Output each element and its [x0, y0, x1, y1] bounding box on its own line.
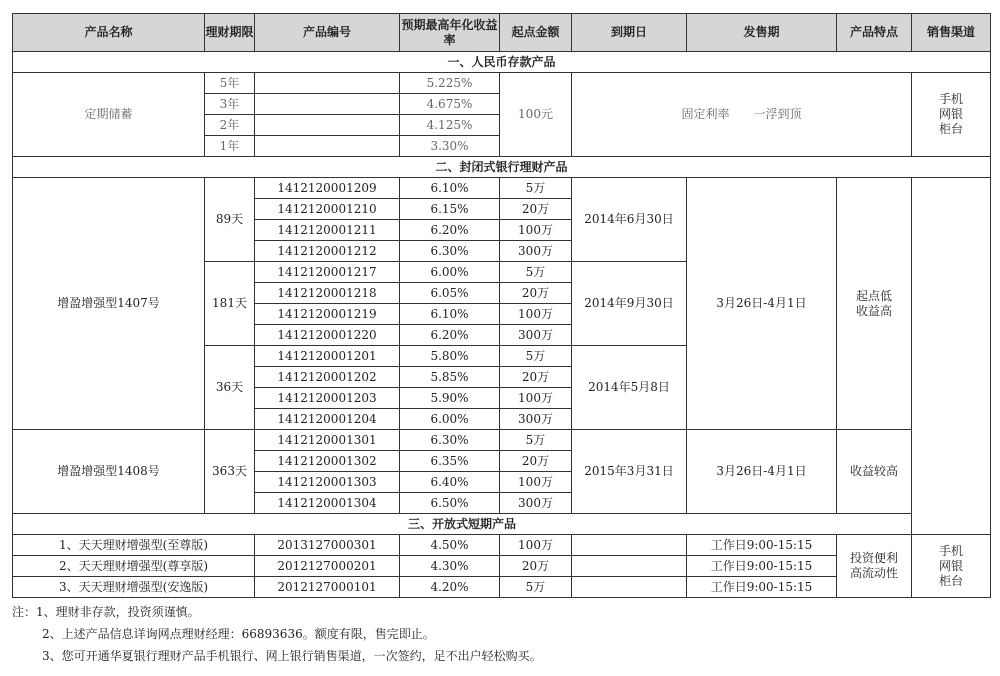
term-cell: 1年: [205, 136, 255, 157]
channel-cell: [912, 535, 991, 598]
code-cell: 1412120001304: [255, 493, 400, 514]
yield-cell: 5.85%: [400, 367, 500, 388]
code-cell: 1412120001302: [255, 451, 400, 472]
code-cell: 1412120001211: [255, 220, 400, 241]
header-sale: 发售期: [687, 14, 837, 52]
channel-cell: [912, 178, 991, 535]
channel-line: 手机: [938, 92, 963, 106]
yield-cell: 6.10%: [400, 304, 500, 325]
sale-cell: 3月26日-4月1日: [687, 178, 837, 430]
yield-cell: 4.20%: [400, 577, 500, 598]
yield-cell: 6.15%: [400, 199, 500, 220]
channel-line: 网银: [938, 558, 963, 573]
header-channel: 销售渠道: [912, 14, 991, 52]
feature-cell: 收益较高: [837, 430, 912, 514]
code-cell: [255, 73, 400, 94]
yield-cell: 4.50%: [400, 535, 500, 556]
min-cell: 5万: [500, 178, 572, 199]
yield-cell: 3.30%: [400, 136, 500, 157]
min-cell: 100万: [500, 472, 572, 493]
term-cell: 181天: [205, 262, 255, 346]
feature-cell: [837, 535, 912, 598]
yield-cell: 5.225%: [400, 73, 500, 94]
code-cell: 1412120001204: [255, 409, 400, 430]
min-cell: 5万: [500, 430, 572, 451]
yield-cell: 6.20%: [400, 220, 500, 241]
yield-cell: 6.30%: [400, 241, 500, 262]
term-cell: 2年: [205, 115, 255, 136]
yield-cell: 6.20%: [400, 325, 500, 346]
sale-cell: 工作日9:00-15:15: [687, 577, 837, 598]
due-cell: 2015年3月31日: [572, 430, 687, 514]
feature-line: 收益高: [855, 303, 892, 318]
due-cell: [572, 556, 687, 577]
min-cell: 5万: [500, 577, 572, 598]
product-name: 2、天天理财增强型(尊享版): [13, 556, 255, 577]
due-cell: 2014年6月30日: [572, 178, 687, 262]
channel-line: 柜台: [938, 122, 963, 136]
footnote: 3、您可开通华夏银行理财产品手机银行、网上银行销售渠道，一次签约，足不出户轻松购买。: [42, 649, 542, 663]
yield-cell: 6.05%: [400, 283, 500, 304]
section-row: [13, 514, 991, 535]
due-cell: 2014年5月8日: [572, 346, 687, 430]
table-row: [13, 178, 991, 199]
code-cell: 1412120001209: [255, 178, 400, 199]
rate-note: 固定利率 一浮到顶: [572, 73, 912, 157]
channel-cell: [912, 73, 991, 157]
min-cell: 300万: [500, 241, 572, 262]
term-cell: 363天: [205, 430, 255, 514]
feature-line: 投资便利: [849, 551, 898, 565]
min-cell: 20万: [500, 199, 572, 220]
feature-line: 高流动性: [849, 566, 898, 580]
code-cell: 2012127000101: [255, 577, 400, 598]
sale-cell: 工作日9:00-15:15: [687, 535, 837, 556]
product-name: 增盈增强型1408号: [13, 430, 205, 514]
min-cell: 300万: [500, 493, 572, 514]
min-amount: 100元: [500, 73, 572, 157]
yield-cell: 6.10%: [400, 178, 500, 199]
header-due: 到期日: [572, 14, 687, 52]
min-cell: 300万: [500, 409, 572, 430]
code-cell: 1412120001218: [255, 283, 400, 304]
footnotes: [12, 601, 991, 667]
min-cell: 20万: [500, 451, 572, 472]
min-cell: 100万: [500, 388, 572, 409]
min-cell: 100万: [500, 535, 572, 556]
code-cell: 1412120001219: [255, 304, 400, 325]
section-title-open: 三、开放式短期产品: [13, 514, 912, 535]
yield-cell: 5.90%: [400, 388, 500, 409]
table-row: [13, 430, 991, 451]
min-cell: 100万: [500, 304, 572, 325]
min-cell: 5万: [500, 262, 572, 283]
product-table: [12, 13, 991, 598]
code-cell: 1412120001217: [255, 262, 400, 283]
min-cell: 20万: [500, 556, 572, 577]
product-name: 增盈增强型1407号: [13, 178, 205, 430]
section-title-deposit: 一、人民币存款产品: [13, 52, 991, 73]
channel-line: 网银: [938, 107, 963, 121]
code-cell: [255, 94, 400, 115]
channel-line: 手机: [938, 543, 963, 558]
code-cell: 1412120001212: [255, 241, 400, 262]
code-cell: 1412120001201: [255, 346, 400, 367]
header-yield-label: 预期最高年化收益率: [401, 17, 498, 47]
min-cell: 20万: [500, 367, 572, 388]
code-cell: 1412120001220: [255, 325, 400, 346]
yield-cell: 6.40%: [400, 472, 500, 493]
due-cell: [572, 535, 687, 556]
yield-cell: 6.30%: [400, 430, 500, 451]
yield-cell: 6.50%: [400, 493, 500, 514]
product-sheet: [12, 13, 991, 667]
table-row: [13, 535, 991, 556]
yield-cell: 4.30%: [400, 556, 500, 577]
footnote: 2、上述产品信息详询网点理财经理：66893636。额度有限，售完即止。: [42, 627, 435, 641]
code-cell: [255, 136, 400, 157]
code-cell: 1412120001303: [255, 472, 400, 493]
feature-cell: [837, 178, 912, 430]
code-cell: [255, 115, 400, 136]
yield-cell: 6.35%: [400, 451, 500, 472]
min-cell: 20万: [500, 283, 572, 304]
yield-cell: 6.00%: [400, 262, 500, 283]
yield-cell: 5.80%: [400, 346, 500, 367]
term-cell: 5年: [205, 73, 255, 94]
header-term: [205, 14, 255, 52]
sale-cell: 工作日9:00-15:15: [687, 556, 837, 577]
code-cell: 1412120001203: [255, 388, 400, 409]
term-cell: 89天: [205, 178, 255, 262]
feature-line: 起点低: [855, 288, 892, 303]
min-cell: 100万: [500, 220, 572, 241]
min-cell: 300万: [500, 325, 572, 346]
due-cell: [572, 577, 687, 598]
header-min: 起点金额: [500, 14, 572, 52]
sale-cell: 3月26日-4月1日: [687, 430, 837, 514]
code-cell: 1412120001202: [255, 367, 400, 388]
product-name: 3、天天理财增强型(安逸版): [13, 577, 255, 598]
code-cell: 1412120001210: [255, 199, 400, 220]
term-cell: 36天: [205, 346, 255, 430]
yield-cell: 6.00%: [400, 409, 500, 430]
due-cell: 2014年9月30日: [572, 262, 687, 346]
table-row: [13, 73, 991, 94]
product-name: 定期储蓄: [13, 73, 205, 157]
section-title-closed: 二、封闭式银行理财产品: [13, 157, 991, 178]
footnote: 注：1、理财非存款，投资须谨慎。: [12, 605, 200, 619]
code-cell: 2012127000201: [255, 556, 400, 577]
product-name: 1、天天理财增强型(至尊版): [13, 535, 255, 556]
header-row: [13, 14, 991, 52]
section-row: [13, 157, 991, 178]
header-term-label: 理财期限: [205, 25, 254, 39]
header-yield: [400, 14, 500, 52]
header-feature: 产品特点: [837, 14, 912, 52]
code-cell: 1412120001301: [255, 430, 400, 451]
term-cell: 3年: [205, 94, 255, 115]
yield-cell: 4.675%: [400, 94, 500, 115]
yield-cell: 4.125%: [400, 115, 500, 136]
section-row: [13, 52, 991, 73]
channel-line: 柜台: [938, 573, 963, 588]
min-cell: 5万: [500, 346, 572, 367]
header-name: 产品名称: [13, 14, 205, 52]
code-cell: 2013127000301: [255, 535, 400, 556]
header-code: 产品编号: [255, 14, 400, 52]
